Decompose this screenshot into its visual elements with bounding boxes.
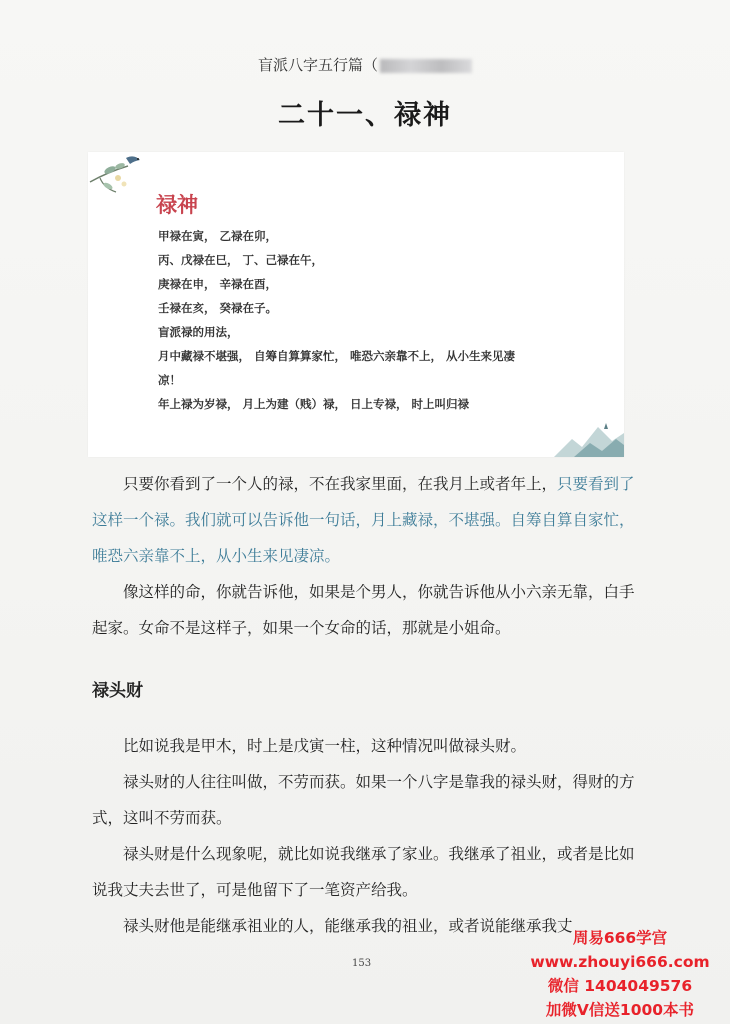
- body-section-1: [92, 466, 648, 646]
- mountain-illustration: [554, 417, 624, 457]
- paragraph: 禄头财的人往往叫做，不劳而获。如果一个八字是靠我的禄头财，得财的方式，这叫不劳而获。: [92, 773, 635, 827]
- watermark-line: www.zhouyi666.com: [530, 953, 710, 971]
- watermark: [520, 926, 720, 1022]
- card-text-block: [158, 224, 608, 416]
- watermark-line: 微信 1404049576: [547, 977, 693, 995]
- body-section-2: [92, 728, 648, 944]
- card-line: 庚禄在申， 辛禄在酉，: [158, 277, 278, 291]
- paragraph: 禄头财他是能继承祖业的人，能继承我的祖业，或者说能继承我丈: [123, 917, 573, 935]
- watermark-line: 加微V信送1000本书: [545, 1001, 695, 1019]
- running-header: [0, 54, 730, 75]
- paragraph-text: 只要你看到了一个人的禄，不在我家里面，在我月上或者年上，: [123, 475, 558, 493]
- paragraph: 像这样的命，你就告诉他，如果是个男人，你就告诉他从小六亲无靠，白手起家。女命不是这样子，如果一个女命的话，那就是小姐命。: [92, 583, 635, 637]
- paragraph: 禄头财是什么现象呢，就比如说我继承了家业。我继承了祖业，或者是比如说我丈夫去世了，可是他留下了一笔资产给我。: [92, 845, 635, 899]
- card-line: 甲禄在寅， 乙禄在卯，: [158, 229, 278, 243]
- highlighted-text: 只要看到了这样一个禄。我们就可以告诉他一句话，月上藏禄，不堪强。自筹自算自家忙，唯恐六亲靠不上，从小生来见凄凉。: [92, 475, 635, 565]
- paragraph: [92, 466, 648, 574]
- bird-branch-illustration: [88, 152, 148, 207]
- redacted-blur: [380, 59, 472, 73]
- running-title: 盲派八字五行篇（: [257, 56, 378, 74]
- section-title: 禄头财: [92, 681, 143, 701]
- paragraph: 比如说我是甲木，时上是戊寅一柱，这种情况叫做禄头财。: [123, 737, 527, 755]
- card-line: 壬禄在亥， 癸禄在子。: [158, 301, 278, 315]
- card-line: 月中藏禄不堪强， 自筹自算算家忙， 唯恐六亲靠不上， 从小生来见凄: [158, 349, 516, 363]
- card-line: 凉！: [158, 373, 181, 387]
- page-number: 153: [352, 958, 372, 969]
- lushen-card: [88, 152, 624, 457]
- card-line: 丙、戊禄在巳， 丁、己禄在午，: [158, 253, 324, 267]
- watermark-line: 周易666学宫: [572, 929, 668, 947]
- chapter-title: 二十一、禄神: [278, 100, 452, 131]
- card-title: 禄神: [156, 193, 198, 217]
- card-line: 年上禄为岁禄， 月上为建（贱）禄， 日上专禄， 时上叫归禄: [158, 397, 470, 411]
- card-line: 盲派禄的用法，: [158, 325, 239, 339]
